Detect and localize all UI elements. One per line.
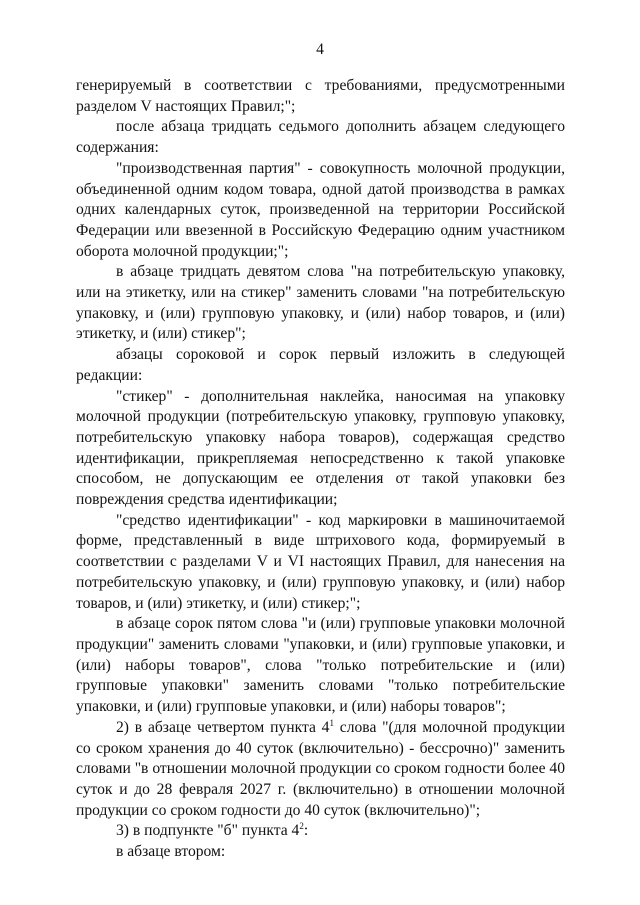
paragraph: в абзаце втором: — [116, 843, 226, 861]
superscript: 1 — [329, 717, 334, 728]
paragraph-text: 2) в абзаце четвертом пункта 4 — [116, 718, 330, 736]
document-body — [76, 76, 565, 863]
paragraph: "стикер" - дополнительная наклейка, наносимая на упаковку молочной продукции (потребительскую упаковку, групповую упаковку, потребительскую упаковку набора товаров), содержащая средство идентификации, прикрепляемая непосредственно к такой упаковке способом, не допускающим ее отделения от такой упаковки без повреждения средства идентификации; — [76, 387, 565, 509]
paragraph: в абзаце тридцать девятом слова "на потребительскую упаковку, или на этикетку, или на стикер" заменить словами "на потребительскую упаковку, и (или) групповую упаковку, и (или) набор товаров, и (или) этикетку, и (или) стикер"; — [76, 263, 565, 343]
paragraph-text: слова "(для молочной продукции со сроком хранения до 40 суток (включительно) - бессрочно)" заменить словами "в отношении молочной продукции со сроком годности более 40 суток и до 28 февраля 2027 г. (включительно) в отношении молочной продукции со сроком годности до 40 суток (включительно)"; — [76, 718, 566, 819]
paragraph: абзацы сороковой и сорок первый изложить в следующей редакции: — [76, 346, 565, 384]
paragraph: "средство идентификации" - код маркировки в машиночитаемой форме, представленный в виде штрихового кода, формируемый в соответствии с разделами V и VI настоящих Правил, для нанесения на потребительскую упаковку, и (или) групповую упаковку, и (или) набор товаров, и (или) этикетку, и (или) стикер;"; — [76, 511, 565, 612]
paragraph: "производственная партия" - совокупность молочной продукции, объединенной одним кодом товара, одной датой производства в рамках одних календарных суток, произведенной на территории Российской Федерации или ввезенной в Российскую Федерацию одним участником оборота молочной продукции;"; — [76, 159, 565, 260]
paragraph-text: : — [303, 822, 309, 840]
page-number: 4 — [316, 41, 324, 58]
paragraph: генерируемый в соответствии с требованиями, предусмотренными разделом V настоящих Правил;"; — [76, 77, 565, 115]
paragraph: в абзаце сорок пятом слова "и (или) групповые упаковки молочной продукции" заменить словами "упаковки, и (или) групповые упаковки, и (или) наборы товаров", слова "только потребительские и (или) групповые упаковки" заменить словами "только потребительские упаковки, и (или) групповые упаковки, и (или) наборы товаров"; — [76, 615, 565, 716]
paragraph — [76, 718, 565, 822]
paragraph — [76, 821, 565, 842]
superscript: 2 — [299, 821, 304, 832]
paragraph: после абзаца тридцать седьмого дополнить абзацем следующего содержания: — [76, 118, 565, 157]
paragraph-text: 3) в подпункте "б" пункта 4 — [116, 822, 300, 840]
